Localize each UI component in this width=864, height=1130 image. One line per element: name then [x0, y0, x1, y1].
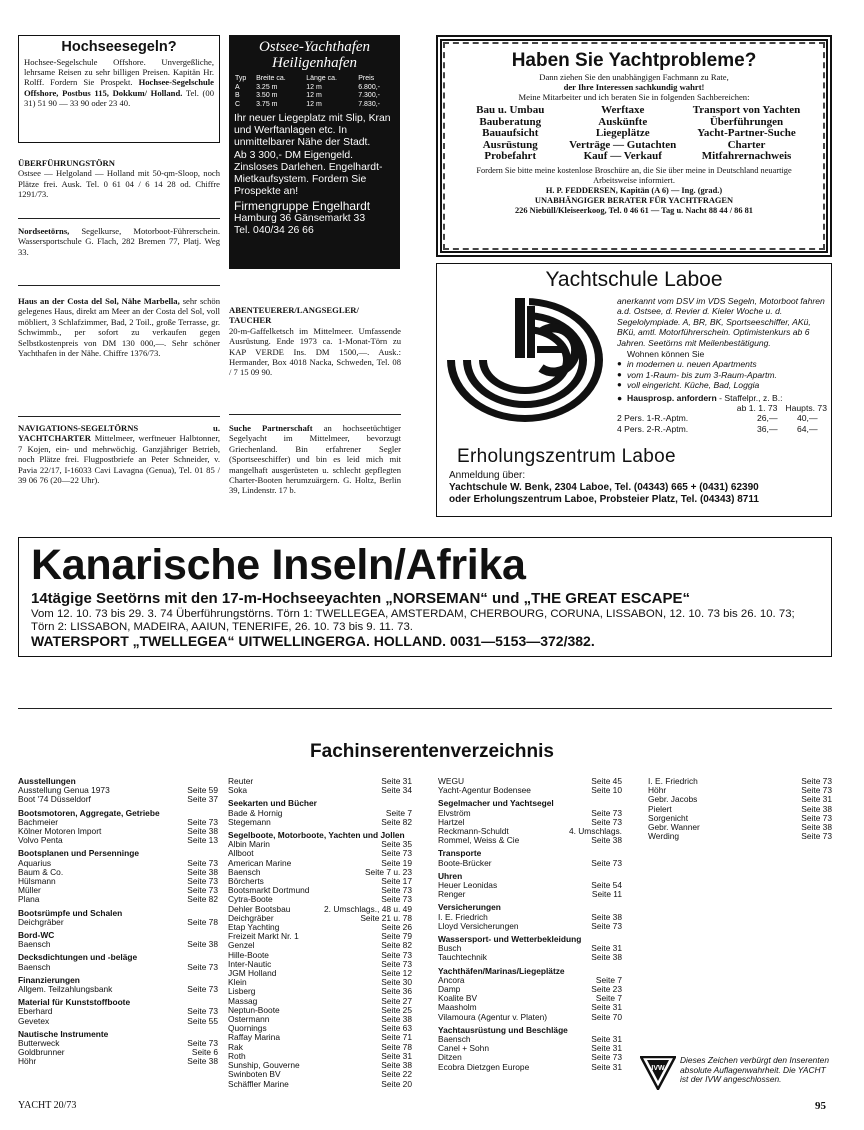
entry-name: Albin Marin: [228, 839, 270, 850]
entry-page: Seite 38: [187, 1056, 218, 1067]
entry-page: Seite 73: [801, 785, 832, 796]
entry-page: Seite 73: [591, 857, 622, 868]
table-row: [234, 101, 395, 110]
service-item: Verträge — Gutachten: [569, 138, 677, 151]
ad-intro: Dann ziehen Sie den unabhängigen Fachmann zu Rate, der Ihre Interessen sachkundig wahrt! Meine Mitarbeiter und ich beraten Sie in folgenden Sachbereichen:: [518, 72, 750, 102]
entry-name: Cytra-Boote: [228, 894, 273, 905]
directory-entry: [438, 1013, 622, 1022]
divider: [229, 414, 401, 415]
entry-name: Neptun-Boote: [228, 1004, 280, 1015]
service-item: Transport von Yachten: [692, 104, 801, 116]
entry-name: Börcherts: [228, 876, 264, 887]
entry-page: Seite 82: [381, 816, 412, 827]
table-cell: 3.75 m: [256, 100, 278, 108]
ad-body: Ihr neuer Liegeplatz mit Slip, Kran und Werftanlagen etc. In unmittelbarer Nähe der Stadt. Ab 3 300,- DM Eigengeld. Zinsloses Darlehen. Engelhardt-Mietkaufsystem. Fordern Sie Prospekte an!: [234, 113, 391, 198]
entry-page: Seite 82: [187, 894, 218, 905]
entry-name: Massag: [228, 995, 258, 1006]
entry-name: I. E. Friedrich: [438, 911, 488, 922]
entry-page: Seite 10: [591, 785, 622, 796]
entry-name: Gebr. Jacobs: [648, 794, 698, 805]
ivw-logo-text: IVW: [651, 1065, 665, 1072]
directory-category: Uhren: [438, 870, 463, 881]
directory-entry: [228, 818, 412, 827]
classified-haus-costa-del-sol: Haus an der Costa del Sol, Nähe Marbella, sehr schön gelegenes Haus, direkt am Meer an der Costa del Sol, voll möbliert, 3 Schlafzimmer, Bad, 2 Toil., große Terrasse, gr. Schwimmb., per sofort zu verkaufen gegen Selbstkostenpreis von DM 130 000,—. Sehr schöner Yachthafen in der Nähe. Chiffre 1376/73.: [18, 296, 221, 359]
price-row: [617, 424, 827, 434]
classified-nordseetoerns: Nordseetörns, Segelkurse, Motorboot-Führerschein. Wassersportschule G. Flach, 282 Bremen 77, Platj. Weg 33.: [18, 226, 220, 257]
entry-page: Seite 7: [595, 993, 622, 1004]
entry-page: Seite 73: [187, 857, 218, 868]
ad-subtitle: 14tägige Seetörns mit den 17-m-Hochseeyachten „NORSEMAN“ und „THE GREAT ESCAPE“: [31, 590, 691, 607]
entry-name: Rak: [228, 1041, 243, 1052]
entry-page: Seite 38: [187, 826, 218, 837]
divider: [18, 708, 832, 709]
service-column: [679, 105, 814, 163]
divider: [18, 285, 220, 286]
entry-name: Boot '74 Düsseldorf: [18, 794, 91, 805]
ad-footer: Fordern Sie bitte meine kostenlose Broschüre an, die Sie über meine in Deutschland neuartige Arbeitsweise informiert. H. P. FEDDERSEN, Kapitän (A 6) — Ing. (grad.) UNABHÄNGIGER BERATER FÜR YACHTFRAGEN 226 Niebüll/Kleiseerkoog, Tel. 0 46 61 — Tag u. Nacht 88 44 / 86 81: [476, 165, 792, 215]
entry-name: Butterweck: [18, 1038, 60, 1049]
table-cell: A: [235, 83, 240, 91]
entry-page: Seite 34: [381, 785, 412, 796]
entry-page: Seite 73: [801, 812, 832, 823]
table-cell: 6.800,-: [358, 83, 380, 91]
price-table: [234, 75, 395, 109]
entry-name: Klein: [228, 977, 247, 988]
entry-name: Baum & Co.: [18, 866, 64, 877]
directory-column: [438, 777, 622, 1072]
entry-page: Seite 38: [591, 911, 622, 922]
entry-page: Seite 73: [187, 1006, 218, 1017]
price-value: 36,—: [757, 423, 778, 434]
price-label: 4 Pers. 2-R.-Aptm.: [617, 423, 689, 434]
entry-page: Seite 73: [591, 816, 622, 827]
ad-yachtschule-laboe: [436, 263, 832, 517]
entry-name: Baensch: [18, 939, 51, 950]
entry-page: Seite 38: [381, 1014, 412, 1025]
directory-category: Ausstellungen: [18, 776, 76, 786]
entry-name: Ostermann: [228, 1014, 270, 1025]
price-rows: [617, 413, 827, 434]
classified-partnerschaft: Suche Partnerschaft an hochseetüchtiger Segelyacht im Mittelmeer, bevorzugt Griechenland. Bin erfahrener Segler (Sportseeschiffer) und bin es leid mich mit mangelhaft ausgerüsteten u. schlecht gepflegten Charter-Booten herumzuärgern. G. Holtz, Berlin 39, Lindenstr. 17 b.: [229, 423, 401, 496]
entry-page: 4. Umschlags.: [568, 826, 622, 837]
entry-name: Hartzel: [438, 816, 465, 827]
entry-name: Soka: [228, 785, 248, 796]
service-item: Bauberatung: [479, 115, 542, 128]
price-value: 64,—: [797, 423, 818, 434]
price-label: 2 Pers. 1-R.-Aptm.: [617, 413, 689, 424]
entry-page: Seite 35: [381, 839, 412, 850]
hausprosp-line: ● Hausprosp. anfordern - Staffelpr., z. B.:: [617, 392, 783, 403]
directory-category: Nautische Instrumente: [18, 1028, 109, 1039]
directory-category: Segelboote, Motorboote, Yachten und Jollen: [228, 830, 405, 841]
entry-name: Werding: [648, 831, 680, 842]
table-cell: 7.300,-: [358, 92, 380, 99]
entry-name: Kölner Motoren Import: [18, 826, 102, 837]
entry-name: Hille-Boote: [228, 949, 269, 960]
directory-category: Yachthäfen/Marinas/Liegeplätze: [438, 965, 565, 976]
entry-page: Seite 73: [381, 848, 412, 859]
directory-entry: [438, 890, 622, 899]
entry-name: WEGU: [438, 776, 465, 786]
directory-entry: [438, 953, 622, 962]
entry-name: Gevetex: [18, 1015, 50, 1026]
entry-page: Seite 73: [187, 885, 218, 896]
feature-item: ● voll eingericht. Küche, Bad, Loggia: [617, 380, 827, 390]
directory-entry: [18, 836, 218, 845]
entry-page: Seite 70: [591, 1011, 622, 1022]
entry-name: Gebr. Wanner: [648, 822, 700, 833]
table-cell: 12 m: [306, 92, 322, 99]
entry-page: Seite 17: [381, 876, 412, 887]
table-row: [234, 84, 395, 93]
ad-title: Kanarische Inseln/Afrika: [31, 541, 526, 589]
entry-page: Seite 55: [187, 1015, 218, 1026]
ad-title: Ostsee-Yachthafen Heiligenhafen: [258, 39, 371, 71]
service-item: Kauf — Verkauf: [583, 150, 662, 163]
entry-name: Swinboten BV: [228, 1069, 281, 1080]
directory-entry: [438, 1063, 622, 1072]
service-item: Werftaxe: [601, 104, 645, 116]
directory-entry: [18, 1057, 218, 1066]
entry-page: Seite 73: [591, 1052, 622, 1063]
entry-name: Hülsmann: [18, 876, 56, 887]
entry-page: Seite 6: [191, 1047, 218, 1058]
entry-page: Seite 25: [381, 1004, 412, 1015]
directory-category: Segelmacher und Yachtsegel: [438, 798, 554, 809]
service-column: [567, 105, 680, 163]
entry-name: Deichgräber: [228, 912, 274, 923]
price-row: [617, 413, 827, 423]
ad-title: Hochseesegeln?: [61, 39, 177, 55]
entry-name: Aquarius: [18, 857, 52, 868]
directory-title: Fachinserentenverzeichnis: [310, 741, 554, 762]
entry-name: Müller: [18, 885, 41, 896]
entry-page: Seite 73: [381, 958, 412, 969]
entry-page: Seite 20: [381, 1078, 412, 1089]
directory-entry: [438, 859, 622, 868]
entry-name: Lloyd Versicherungen: [438, 920, 519, 931]
entry-name: Allboot: [228, 848, 254, 859]
feature-list: [617, 359, 827, 390]
service-column: [454, 105, 567, 163]
entry-page: Seite 31: [591, 1061, 622, 1072]
entry-name: Vilamoura (Agentur v. Platen): [438, 1011, 548, 1022]
entry-name: Damp: [438, 984, 461, 995]
entry-page: Seite 73: [187, 816, 218, 827]
service-item: Probefahrt: [484, 150, 537, 163]
table-cell: 12 m: [306, 83, 322, 91]
entry-page: Seite 38: [381, 1060, 412, 1071]
entry-name: Deichgräber: [18, 916, 64, 927]
entry-page: Seite 31: [801, 794, 832, 805]
classified-abenteuerer: ABENTEUERER/LANGSEGLER/ TAUCHER 20-m-Gaffelketsch im Mittelmeer. Umfassende Ausrüstung. Ende 1973 ca. 1-Monat-Törn zu KAP VERDE Ins. DM 1500,—. Ausk.: Hermander, Box 4018 Nacka, Schweden, Tel. 08 / 7 15 09 90.: [229, 305, 401, 378]
classified-navigation: NAVIGATIONS-SEGELTÖRNS u. YACHTCHARTER Mittelmeer, werftneuer Halbtonner, 7 Kojen, ein- und mehrwöchig. Ganzjähriger Betrieb, noch Plätze frei. Flugpostbriefe an Peter Schneider, v. Pavia 22/17, I-16033 Cavi Lavagna (Genua), Tel. 01 85 / 39 06 76 (20—22 Uhr).: [18, 423, 220, 486]
company-address: Hamburg 36 Gänsemarkt 33: [234, 212, 366, 224]
entry-name: Pielert: [648, 803, 672, 814]
directory-column: [648, 777, 832, 841]
directory-category: Bootsplanen und Persenninge: [18, 848, 139, 859]
entry-name: Koalite BV: [438, 993, 478, 1004]
directory-category: Wassersport- und Wetterbekleidung: [438, 934, 582, 945]
directory-entry: [18, 1017, 218, 1026]
entry-name: Bachmeier: [18, 816, 59, 827]
entry-name: Rommel, Weiss & Cie: [438, 835, 520, 846]
ad-footer: WATERSPORT „TWELLEGEA“ UITWELLINGERGA. HOLLAND. 0031—5153—372/382.: [31, 633, 595, 650]
entry-page: Seite 71: [381, 1032, 412, 1043]
entry-page: Seite 78: [187, 916, 218, 927]
entry-name: Volvo Penta: [18, 835, 63, 846]
directory-category: Versicherungen: [438, 902, 501, 913]
service-item: Auskünfte: [598, 115, 648, 128]
table-cell: C: [235, 100, 241, 108]
entry-page: Seite 22: [381, 1069, 412, 1080]
entry-page: Seite 7: [385, 807, 412, 818]
entry-page: Seite 54: [591, 880, 622, 891]
table-cell: 3.25 m: [256, 83, 278, 91]
entry-name: Ecobra Dietzgen Europe: [438, 1061, 530, 1072]
directory-entry: [648, 832, 832, 841]
entry-page: Seite 73: [381, 894, 412, 905]
entry-name: JGM Holland: [228, 968, 277, 979]
service-item: Liegeplätze: [595, 127, 650, 140]
directory-category: Material für Kunststoffboote: [18, 997, 131, 1008]
entry-page: Seite 73: [381, 885, 412, 896]
entry-name: Dehler Bootsbau: [228, 903, 291, 914]
entry-name: Quornings: [228, 1023, 267, 1034]
entry-page: Seite 38: [801, 822, 832, 833]
company-tel: Tel. 040/34 26 66: [234, 224, 314, 236]
ad-body: anerkannt vom DSV im VDS Segeln, Motorboot fahren a.d. Ostsee, d. Revier d. Kieler Woche u. d. Segelolympiade. A, BR, BK, Sportseeschiffer, AKü, BKü, amtl. Motorführerschein. Optimistenkurs ab 6 Jahren. Seetörns mit Meilenbestätigung. Wohnen können Sie ● in modernen u. neuen Apartments ● vom 1-Raum- bis zum 3-Raum-Apartm. ● voll eingericht. Küche, Bad, Loggia ● Hausprosp. anfordern - Staffelpr., z. B.: ab 1. 1. 73 Haupts. 73 2 Pers. 1-R.-Aptm. 26,— 40,— 4 Pers. 2-R.-Aptm. 36,— 64,—: [617, 296, 827, 434]
ad-kanarische-inseln: [18, 537, 832, 657]
entry-page: Seite 73: [801, 776, 832, 786]
entry-page: Seite 37: [187, 794, 218, 805]
ad-subtitle: Erholungszentrum Laboe: [457, 446, 676, 467]
entry-page: Seite 73: [591, 807, 622, 818]
table-header: Länge ca.: [306, 75, 337, 82]
entry-page: Seite 73: [187, 1038, 218, 1049]
price-header: ab 1. 1. 73 Haupts. 73: [736, 403, 827, 414]
entry-page: Seite 78: [381, 1041, 412, 1052]
entry-name: Reuter: [228, 776, 254, 786]
entry-name: Baensch: [438, 1034, 471, 1045]
entry-page: Seite 45: [591, 776, 622, 786]
directory-category: Bord-WC: [18, 930, 55, 941]
entry-name: Sunship, Gouverne: [228, 1060, 300, 1071]
entry-name: Bootsmarkt Dortmund: [228, 885, 310, 896]
table-row: [234, 92, 395, 101]
entry-name: Eberhard: [18, 1006, 53, 1017]
entry-name: Baensch: [18, 961, 51, 972]
entry-page: Seite 73: [591, 920, 622, 931]
ad-ostsee-yachthafen: [229, 35, 400, 269]
entry-page: Seite 31: [381, 776, 412, 786]
entry-page: Seite 38: [187, 939, 218, 950]
ivw-logo-icon: [640, 1056, 676, 1090]
entry-name: Bade & Hornig: [228, 807, 283, 818]
entry-name: Höhr: [18, 1056, 37, 1067]
entry-name: I. E. Friedrich: [648, 776, 698, 786]
entry-name: Raffay Marina: [228, 1032, 280, 1043]
entry-name: Busch: [438, 943, 462, 954]
entry-page: Seite 7: [595, 974, 622, 985]
entry-page: Seite 23: [591, 984, 622, 995]
entry-page: Seite 73: [801, 831, 832, 842]
ad-hochseesegeln: [18, 35, 220, 143]
directory-category: Bootsrümpfe und Schalen: [18, 907, 123, 918]
entry-page: Seite 38: [801, 803, 832, 814]
service-item: Überführungen: [709, 115, 784, 128]
table-cell: 12 m: [306, 100, 322, 108]
directory-entry: [18, 795, 218, 804]
directory-category: Finanzierungen: [18, 974, 80, 985]
table-cell: B: [235, 92, 240, 99]
entry-page: Seite 36: [381, 986, 412, 997]
directory-category: Yachtausrüstung und Beschläge: [438, 1024, 568, 1035]
entry-page: Seite 59: [187, 785, 218, 796]
directory-entry: [18, 940, 218, 949]
entry-name: Lisberg: [228, 986, 256, 997]
feature-item: ● in modernen u. neuen Apartments: [617, 359, 827, 369]
entry-name: Freizeit Markt Nr. 1: [228, 931, 299, 942]
directory-column: [18, 777, 218, 1067]
entry-page: Seite 7 u. 23: [364, 866, 412, 877]
directory-category: Seekarten und Bücher: [228, 798, 317, 809]
entry-name: Inter-Nautic: [228, 958, 272, 969]
entry-name: Ditzen: [438, 1052, 462, 1063]
entry-name: Maasholm: [438, 1002, 477, 1013]
entry-name: Canel + Sohn: [438, 1043, 489, 1054]
directory-entry: [438, 836, 622, 845]
ad-title: Yachtschule Laboe: [545, 268, 723, 291]
directory-entry: [18, 918, 218, 927]
entry-name: Yacht-Agentur Bodensee: [438, 785, 531, 796]
entry-name: American Marine: [228, 857, 292, 868]
service-item: Bauaufsicht: [482, 127, 539, 140]
entry-name: Heuer Leonidas: [438, 880, 498, 891]
entry-name: Renger: [438, 889, 466, 900]
entry-page: Seite 30: [381, 977, 412, 988]
directory-entry: [18, 895, 218, 904]
entry-page: Seite 31: [381, 1050, 412, 1061]
directory-entry: [18, 963, 218, 972]
entry-page: Seite 79: [381, 931, 412, 942]
entry-page: 2. Umschlags., 48 u. 49: [324, 903, 412, 914]
entry-name: Genzel: [228, 940, 255, 951]
directory-entry: [438, 786, 622, 795]
table-cell: 3.50 m: [256, 92, 278, 99]
entry-name: Boote-Brücker: [438, 857, 492, 868]
ivw-note: Dieses Zeichen verbürgt den Inserenten absolute Auflagenwahrheit. Die YACHT ist der IVW angeschlossen.: [680, 1055, 829, 1085]
table-header: Breite ca.: [256, 75, 286, 82]
ad-body: Hochsee-Segelschule Offshore. Unvergeßliche, lehrsame Reisen zu sehr billigen Preisen. Kapitän Hr. Rolff. Fordern Sie Prospekt. Hochsee-Segelschule Offshore, Postbus 115, Dokkum/ Holland. Tel. (00 31) 51 90 — 33 90 oder 23 40.: [24, 57, 215, 108]
directory-category: Transporte: [438, 848, 482, 859]
service-item: Ausrüstung: [482, 138, 538, 151]
price-value: 26,—: [757, 413, 778, 424]
service-item: Bau u. Umbau: [476, 104, 545, 116]
entry-page: Seite 21 u. 78: [360, 912, 412, 923]
entry-page: Seite 13: [187, 835, 218, 846]
directory-entry: [18, 985, 218, 994]
entry-page: Seite 63: [381, 1023, 412, 1034]
entry-name: Schäffler Marine: [228, 1078, 289, 1089]
directory-column: [228, 777, 412, 1089]
entry-name: Goldbrunner: [18, 1047, 65, 1058]
table-header: Preis: [358, 75, 375, 82]
directory-category: Bootsmotoren, Aggregate, Getriebe: [18, 807, 160, 818]
entry-page: Seite 73: [381, 949, 412, 960]
entry-name: Allgem. Teilzahlungsbank: [18, 984, 113, 995]
directory-entry: [228, 786, 412, 795]
entry-name: Baensch: [228, 866, 261, 877]
service-item: Charter: [727, 138, 766, 151]
entry-name: Roth: [228, 1050, 246, 1061]
feature-item: ● vom 1-Raum- bis zum 3-Raum-Apartm.: [617, 370, 827, 380]
entry-page: Seite 19: [381, 857, 412, 868]
ad-body: Vom 12. 10. 73 bis 29. 3. 74 Überführungstörns. Törn 1: TWELLEGEA, AMSTERDAM, CHERBOURG, CORUNA, LISSABON, 12. 10. 73 bis 26. 10. 73; Törn 2: LISSABON, MADEIRA, AAIUN, TENERIFE, 26. 10. 73 bis 9. 11. 73.: [31, 608, 795, 633]
service-item: Yacht-Partner-Suche: [697, 127, 796, 140]
service-grid: [454, 105, 814, 163]
entry-page: Seite 12: [381, 968, 412, 979]
entry-name: Sorgenicht: [648, 812, 689, 823]
page-footer-issue: YACHT 20/73: [18, 1100, 77, 1111]
entry-page: Seite 73: [187, 984, 218, 995]
directory-entry: [228, 1080, 412, 1089]
entry-name: Elvström: [438, 807, 471, 818]
entry-page: Seite 38: [591, 952, 622, 963]
entry-page: Seite 73: [187, 876, 218, 887]
entry-page: Seite 31: [591, 1002, 622, 1013]
page-number: 95: [815, 1100, 826, 1112]
directory-category: Decksdichtungen und -beläge: [18, 952, 138, 963]
service-item: Mitfahrernachweis: [701, 150, 792, 163]
laboe-logo-icon: [445, 294, 605, 422]
entry-page: Seite 38: [187, 866, 218, 877]
table-cell: 7.830,-: [358, 100, 380, 108]
entry-name: Tauchtechnik: [438, 952, 487, 963]
ad-title: Haben Sie Yachtprobleme?: [511, 50, 757, 71]
entry-name: Stegemann: [228, 816, 271, 827]
price-value: 40,—: [797, 413, 818, 424]
entry-name: Ausstellung Genua 1973: [18, 785, 110, 796]
entry-page: Seite 31: [591, 1043, 622, 1054]
ad-yachtprobleme: [436, 35, 832, 257]
entry-name: Plana: [18, 894, 40, 905]
divider: [18, 416, 220, 417]
divider: [18, 218, 220, 219]
entry-name: Reckmann-Schuldt: [438, 826, 509, 837]
entry-page: Seite 82: [381, 940, 412, 951]
table-header: Typ: [235, 75, 247, 82]
entry-page: Seite 73: [187, 961, 218, 972]
company-name: Firmengruppe Engelhardt: [234, 199, 371, 214]
ad-contact: Anmeldung über: Yachtschule W. Benk, 2304 Laboe, Tel. (04343) 665 + (0431) 62390 oder Erholungszentrum Laboe, Probsteier Platz, Tel. (04343) 8711: [449, 470, 759, 505]
entry-page: Seite 31: [591, 1034, 622, 1045]
entry-name: Höhr: [648, 785, 667, 796]
entry-page: Seite 11: [591, 889, 622, 900]
classified-ueberfuehrung: ÜBERFÜHRUNGSTÖRN Ostsee — Helgoland — Holland mit 50-qm-Sloop, noch Plätze frei. Ausk. Tel. 0 61 04 / 6 14 28 od. Chiffre 1291/73.: [18, 158, 220, 200]
entry-page: Seite 26: [381, 922, 412, 933]
entry-page: Seite 31: [591, 943, 622, 954]
directory-entry: [438, 922, 622, 931]
entry-name: Etap Yachting: [228, 922, 280, 933]
entry-page: Seite 38: [591, 835, 622, 846]
entry-name: Ancora: [438, 974, 465, 985]
entry-page: Seite 27: [381, 995, 412, 1006]
